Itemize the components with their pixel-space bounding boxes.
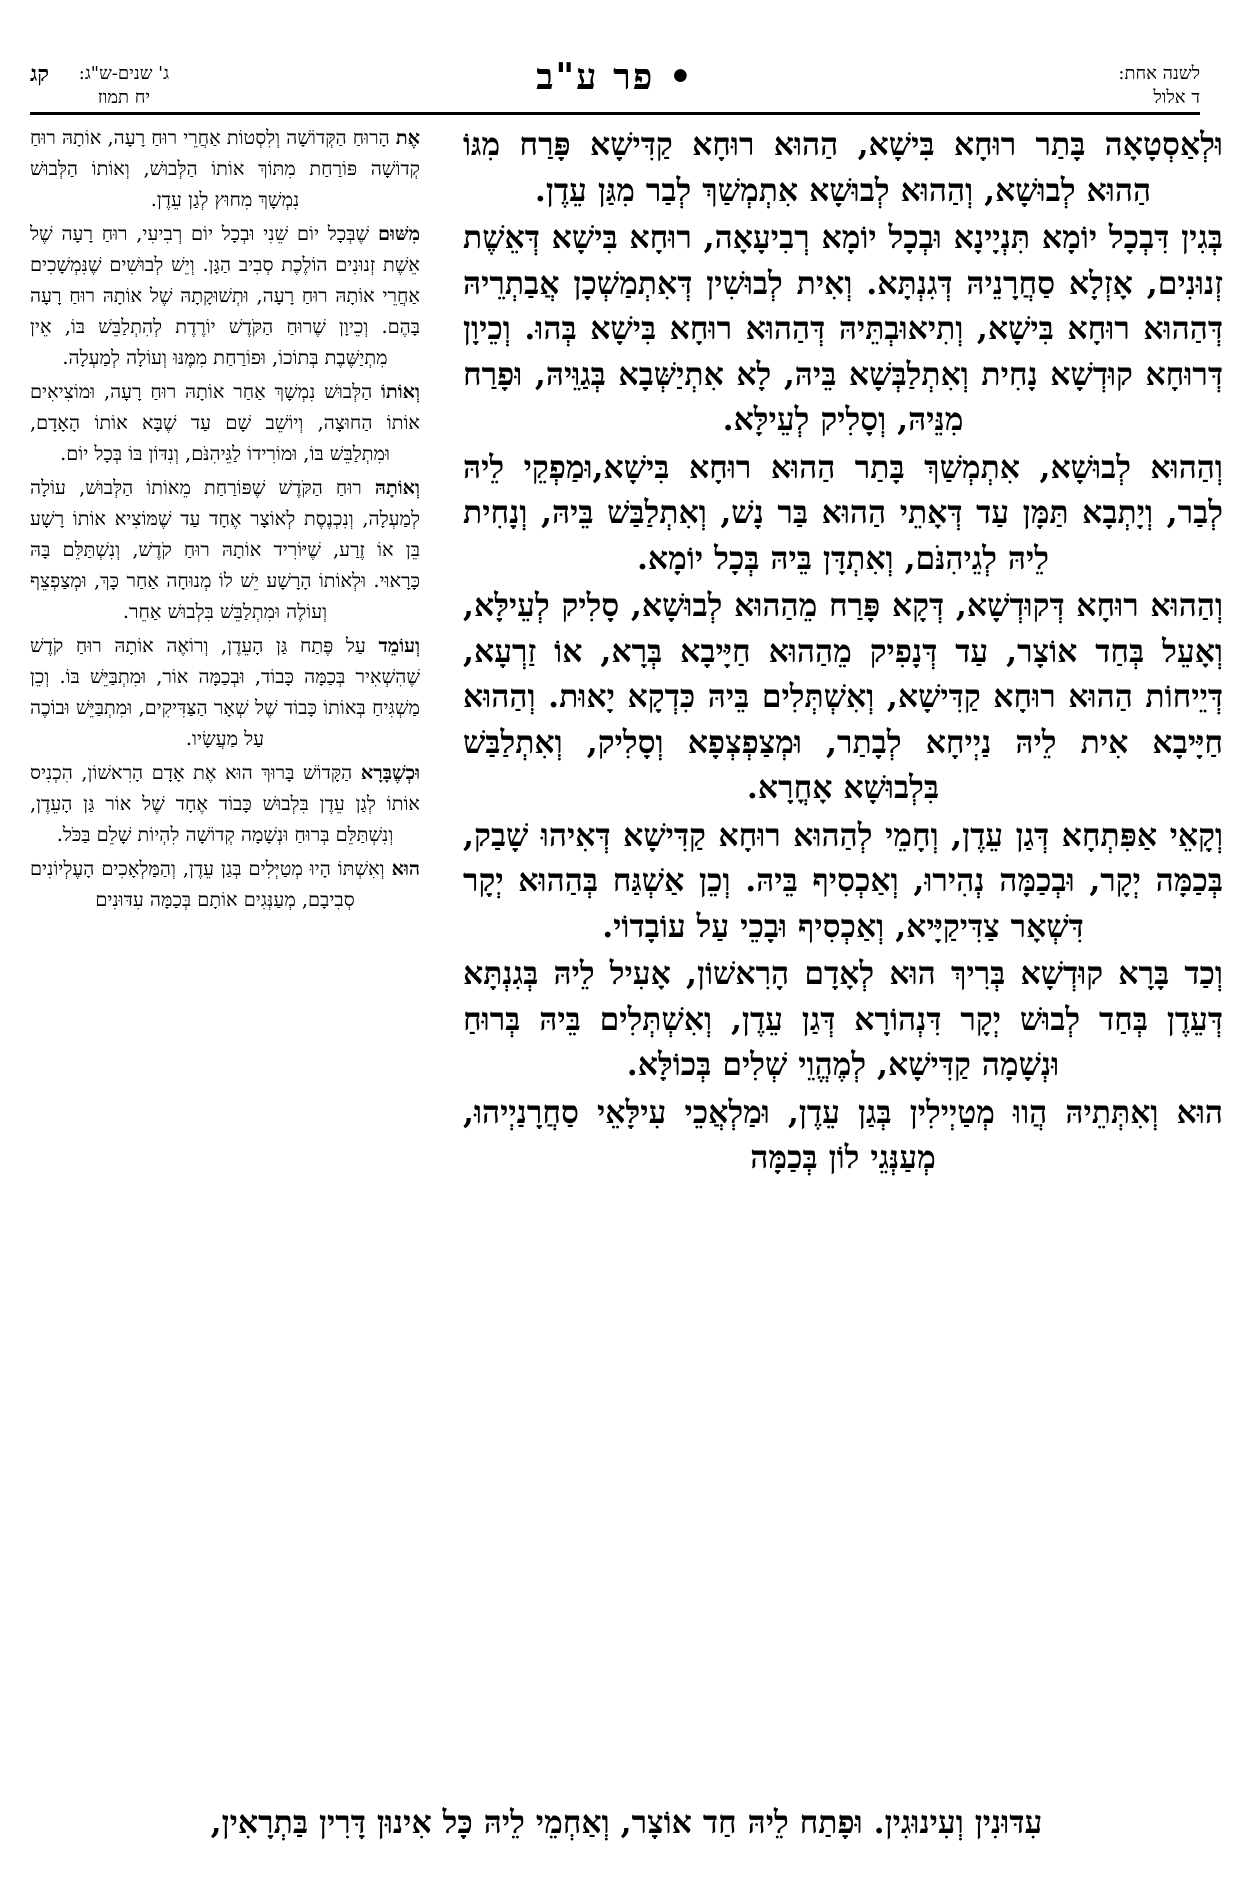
paragraph-opening-word: וּכְשֶׁבָּרָא <box>360 761 420 784</box>
main-aramaic-column <box>463 122 1223 1798</box>
paragraph-text: שֶׁבְּכָל יוֹם שֵׁנִי וּבְכָל יוֹם רְבִיעִי, רוּחַ רָעָה שֶׁל אֵשֶׁת זְנוּנִים הוֹלֶכֶת סְבִיב הַגָּן. וְיֵשׁ לְבוּשִׁים שֶׁנִּמְשָׁכִים אַחֲרֵי אוֹתָהּ רוּחַ רָעָה, וּתְשׁוּקָתָהּ שֶׁל אוֹתָהּ רוּחַ רָעָה בָּהֶם. וְכֵיוָן שֶׁרוּחַ הַקֹּדֶשׁ יוֹרֶדֶת לְהִתְלַבֵּשׁ בּוֹ, אֵין מִתְיַשֶּׁבֶת בְּתוֹכוֹ, וּפוֹרַחַת מִמֶּנּוּ וְעוֹלָה לְמַעְלָה. <box>30 222 420 369</box>
paragraph-text: וְאִשְׁתּוֹ הָיוּ מְטַיְּלִים בְּגַן עֵדֶן, וְהַמַּלְאָכִים הָעֶלְיוֹנִים סְבִיבָם, מְעַנְּגִים אוֹתָם בְּכַמָּה עִדּוּנִים <box>30 857 385 911</box>
translation-paragraph <box>30 472 420 627</box>
one-year-date: ד אלול <box>1153 87 1200 108</box>
main-paragraph: בְּגִין דִּבְכָל יוֹמָא תִּנְיָינָא וּבְכָל יוֹמָא רְבִיעָאָה, רוּחָא בִּישָׁא דְּאֵשֶׁת זְנוּנִים, אָזְלָא סַחֲרָנֵיהּ דְּגִנְתָּא. וְאִית לְבוּשִׁין דְּאִתְמַשְׁכָן אֲבַתְרֵיהּ דְּהַהוּא רוּחָא בִּישָׁא, וְתִיאוּבְתֵּיהּ דְּהַהוּא רוּחָא בִּישָׁא בְּהוּ. וְכֵיוָן דְּרוּחָא קוּדְשָׁא נָחִית וְאִתְלַבְּשָׁא בֵּיהּ, לָא אִתְיַשְּׁבָא בְּגַוֵּיהּ, וּפָרַח מִנֵּיהּ, וְסָלִיק לְעֵילָּא. <box>463 219 1223 438</box>
paragraph-text: הַקָּדוֹשׁ בָּרוּךְ הוּא אֶת אָדָם הָרִאשׁוֹן, הִכְנִיס אוֹתוֹ לְגַן עֵדֶן בִּלְבוּשׁ כָּבוֹד אֶחָד שֶׁל אוֹר גַּן הָעֵדֶן, וְנִשְׁתַּלֵּם בְּרוּחַ וּנְשָׁמָה קְדוֹשָׁה לִהְיוֹת שָׁלֵם בַּכֹּל. <box>30 761 420 846</box>
paragraph-opening-word: וְעוֹמֵד <box>378 634 420 657</box>
paragraph-text: רוּחַ הַקֹּדֶשׁ שֶׁפּוֹרַחַת מֵאוֹתוֹ הַלְּבוּשׁ, עוֹלָה לְמַעְלָה, וְנִכְנֶסֶת לְאוֹצָר אֶחָד עַד שֶׁמּוֹצִיא אוֹתוֹ רָשָׁע בֵּן אוֹ זֶרַע, שֶׁיּוֹרִיד אוֹתָהּ רוּחַ קֹדֶשׁ, וְנִשְׁתַּלֵּם בָּהּ כָּרָאוּי. וּלְאוֹתוֹ הָרָשָׁע יֵשׁ לוֹ מְנוּחָה אַחַר כָּךְ, וּמְצַפְצֵף וְעוֹלֶה וּמִתְלַבֵּשׁ בִּלְבוּשׁ אַחֵר. <box>30 476 420 623</box>
three-year-date: יח תמוז <box>97 87 151 108</box>
main-paragraph: הוּא וְאִתְּתֵיהּ הֲווּ מְטַיְילִין בְּגַן עֵדֶן, וּמַלְאֲכֵי עִילָּאֵי סַחֲרָנַיְיהוּ, מְעַנְּגֵי לוֹן בְּכַמָּה <box>463 1093 1223 1176</box>
page-number: קג <box>30 61 50 87</box>
paragraph-text: עַל פֶּתַח גַּן הָעֵדֶן, וְרוֹאֶה אוֹתָהּ רוּחַ קֹדֶשׁ שֶׁהִשְׁאִיר בְּכַמָּה כָּבוֹד, וּבְכַמָּה אוֹר, וּמִתְבַּיֵּשׁ בּוֹ. וְכֵן מַשְׁגִּיחַ בְּאוֹתוֹ כָּבוֹד שֶׁל שְׁאָר הַצַּדִּיקִים, וּמִתְבַּיֵּשׁ וּבוֹכֶה עַל מַעֲשָׂיו. <box>30 634 420 750</box>
translation-paragraph <box>30 757 420 850</box>
hebrew-translation-column <box>30 122 420 1798</box>
paragraph-opening-word: הוּא <box>391 857 420 880</box>
main-paragraph: וְקָאֵי אַפִּתְחָא דְּגַן עֵדֶן, וְחָמֵי לְהַהוּא רוּחָא קַדִּישָׁא דְּאִיהוּ שָׁבַק, בְּכַמָּה יְקָר, וּבְכַמָּה נְהִירוּ, וְאַכְסִיף בֵּיהּ. וְכֵן אַשְׁגַּח בְּהַהוּא יְקָר דִּשְׁאָר צַדִּיקַיָּיא, וְאַכְסִיף וּבָכֵי עַל עוֹבָדוֹי. <box>463 816 1223 945</box>
page-header <box>30 56 1200 110</box>
translation-paragraph <box>30 376 420 469</box>
paragraph-text: הַלְּבוּשׁ נִמְשָׁךְ אַחַר אוֹתָהּ רוּחַ רָעָה, וּמוֹצִיאִים אוֹתוֹ הַחוּצָה, וְיוֹשֵׁב שָׁם עַד שֶׁבָּא אוֹתוֹ הָאָדָם, וּמִתְלַבֵּשׁ בּוֹ, וּמוֹרִידוֹ לַגֵּיהִנֹּם, וְנִדּוֹן בּוֹ בְּכָל יוֹם. <box>30 380 420 465</box>
main-paragraph: וְכַד בָּרָא קוּדְשָׁא בְּרִיךְ הוּא לְאָדָם הָרִאשׁוֹן, אָעִיל לֵיהּ בְּגִנְתָּא דְּעֵדֶן בְּחַד לְבוּשׁ יְקָר דִּנְהוֹרָא דְּגַן עֵדֶן, וְאִשְׁתְּלִים בֵּיהּ בְּרוּחַ וּנְשָׁמָה קַדִּישָׁא, לְמֶהֱוֵי שְׁלִים בְּכוֹלָּא. <box>463 955 1223 1083</box>
main-paragraph: וְהַהוּא רוּחָא דְּקוּדְשָׁא, דְּקָא פָּרַח מֵהַהוּא לְבוּשָׁא, סָלִיק לְעֵילָּא, וְאָעֵל בְּחַד אוֹצָר, עַד דְּנָפִיק מֵהַהוּא חַיָּיבָא בְּרָא, אוֹ זַרְעָא, דְּיֵיחוֹת הַהוּא רוּחָא קַדִּישָׁא, וְאִשְׁתְּלִים בֵּיהּ כִּדְקָא יָאוּת. וְהַהוּא חַיָּיבָא אִית לֵיהּ נַיְיחָא לְבָתַר, וּמְצַפְצְפָא וְסָלִיק, וְאִתְלַבַּשׁ בִּלְבוּשָׁא אָחֳרָא. <box>463 587 1223 806</box>
paragraph-opening-word: מִשּׁוּם <box>377 222 420 245</box>
main-paragraph: וְהַהוּא לְבוּשָׁא, אִתְמְשַׁךְ בָּתַר הַהוּא רוּחָא בִּישָׁא,וּמַפְקֵי לֵיהּ לְבַר, וְיָתְבָא תַּמָּן עַד דְּאָתֵי הַהוּא בַּר נָשׁ, וְאִתְלַבַּשׁ בֵּיהּ, וְנָחִית לֵיהּ לְגֵיהִנֹּם, וְאִתְדָּן בֵּיהּ בְּכָל יוֹמָא. <box>463 448 1223 577</box>
page-title: • פר ע"ב <box>536 56 694 98</box>
one-year-label: לשנה אחת: <box>1118 63 1200 84</box>
paragraph-opening-word: אֶת <box>395 126 420 149</box>
translation-paragraph <box>30 122 420 215</box>
main-paragraph: וּלְאַסְטָאָה בָּתַר רוּחָא בִּישָׁא, הַהוּא רוּחָא קַדִּישָׁא פָּרַח מִגּוֹ הַהוּא לְבוּשָׁא, וְהַהוּא לְבוּשָׁא אִתְמְשַׁךְ לְבַר מִגַּן עֵדֶן. <box>463 126 1223 209</box>
paragraph-opening-word: וְאוֹתוֹ <box>381 380 420 403</box>
bottom-continuation-line: עִדּוּנִין וְעִינוּגִין. וּפָתַח לֵיהּ חַד אוֹצָר, וְאַחְמֵי לֵיהּ כָּל אִינוּן דָּרִין בַּתְרָאִין, <box>210 1804 1043 1841</box>
header-divider <box>30 112 1200 115</box>
three-year-label: ג' שנים-ש"ג: <box>78 63 170 84</box>
paragraph-text: הָרוּחַ הַקְּדוֹשָׁה וְלִסְטוֹת אַחֲרֵי רוּחַ רָעָה, אוֹתָהּ רוּחַ קְדוֹשָׁה פּוֹרַחַת מִתּוֹךְ אוֹתוֹ הַלְּבוּשׁ, וְאוֹתוֹ הַלְּבוּשׁ נִמְשָׁךְ מִחוּץ לְגַן עֵדֶן. <box>30 126 420 211</box>
paragraph-opening-word: וְאוֹתָהּ <box>374 476 420 499</box>
translation-paragraph <box>30 218 420 373</box>
translation-paragraph <box>30 630 420 754</box>
translation-paragraph <box>30 853 420 915</box>
header-three-year-schedule <box>30 62 169 110</box>
